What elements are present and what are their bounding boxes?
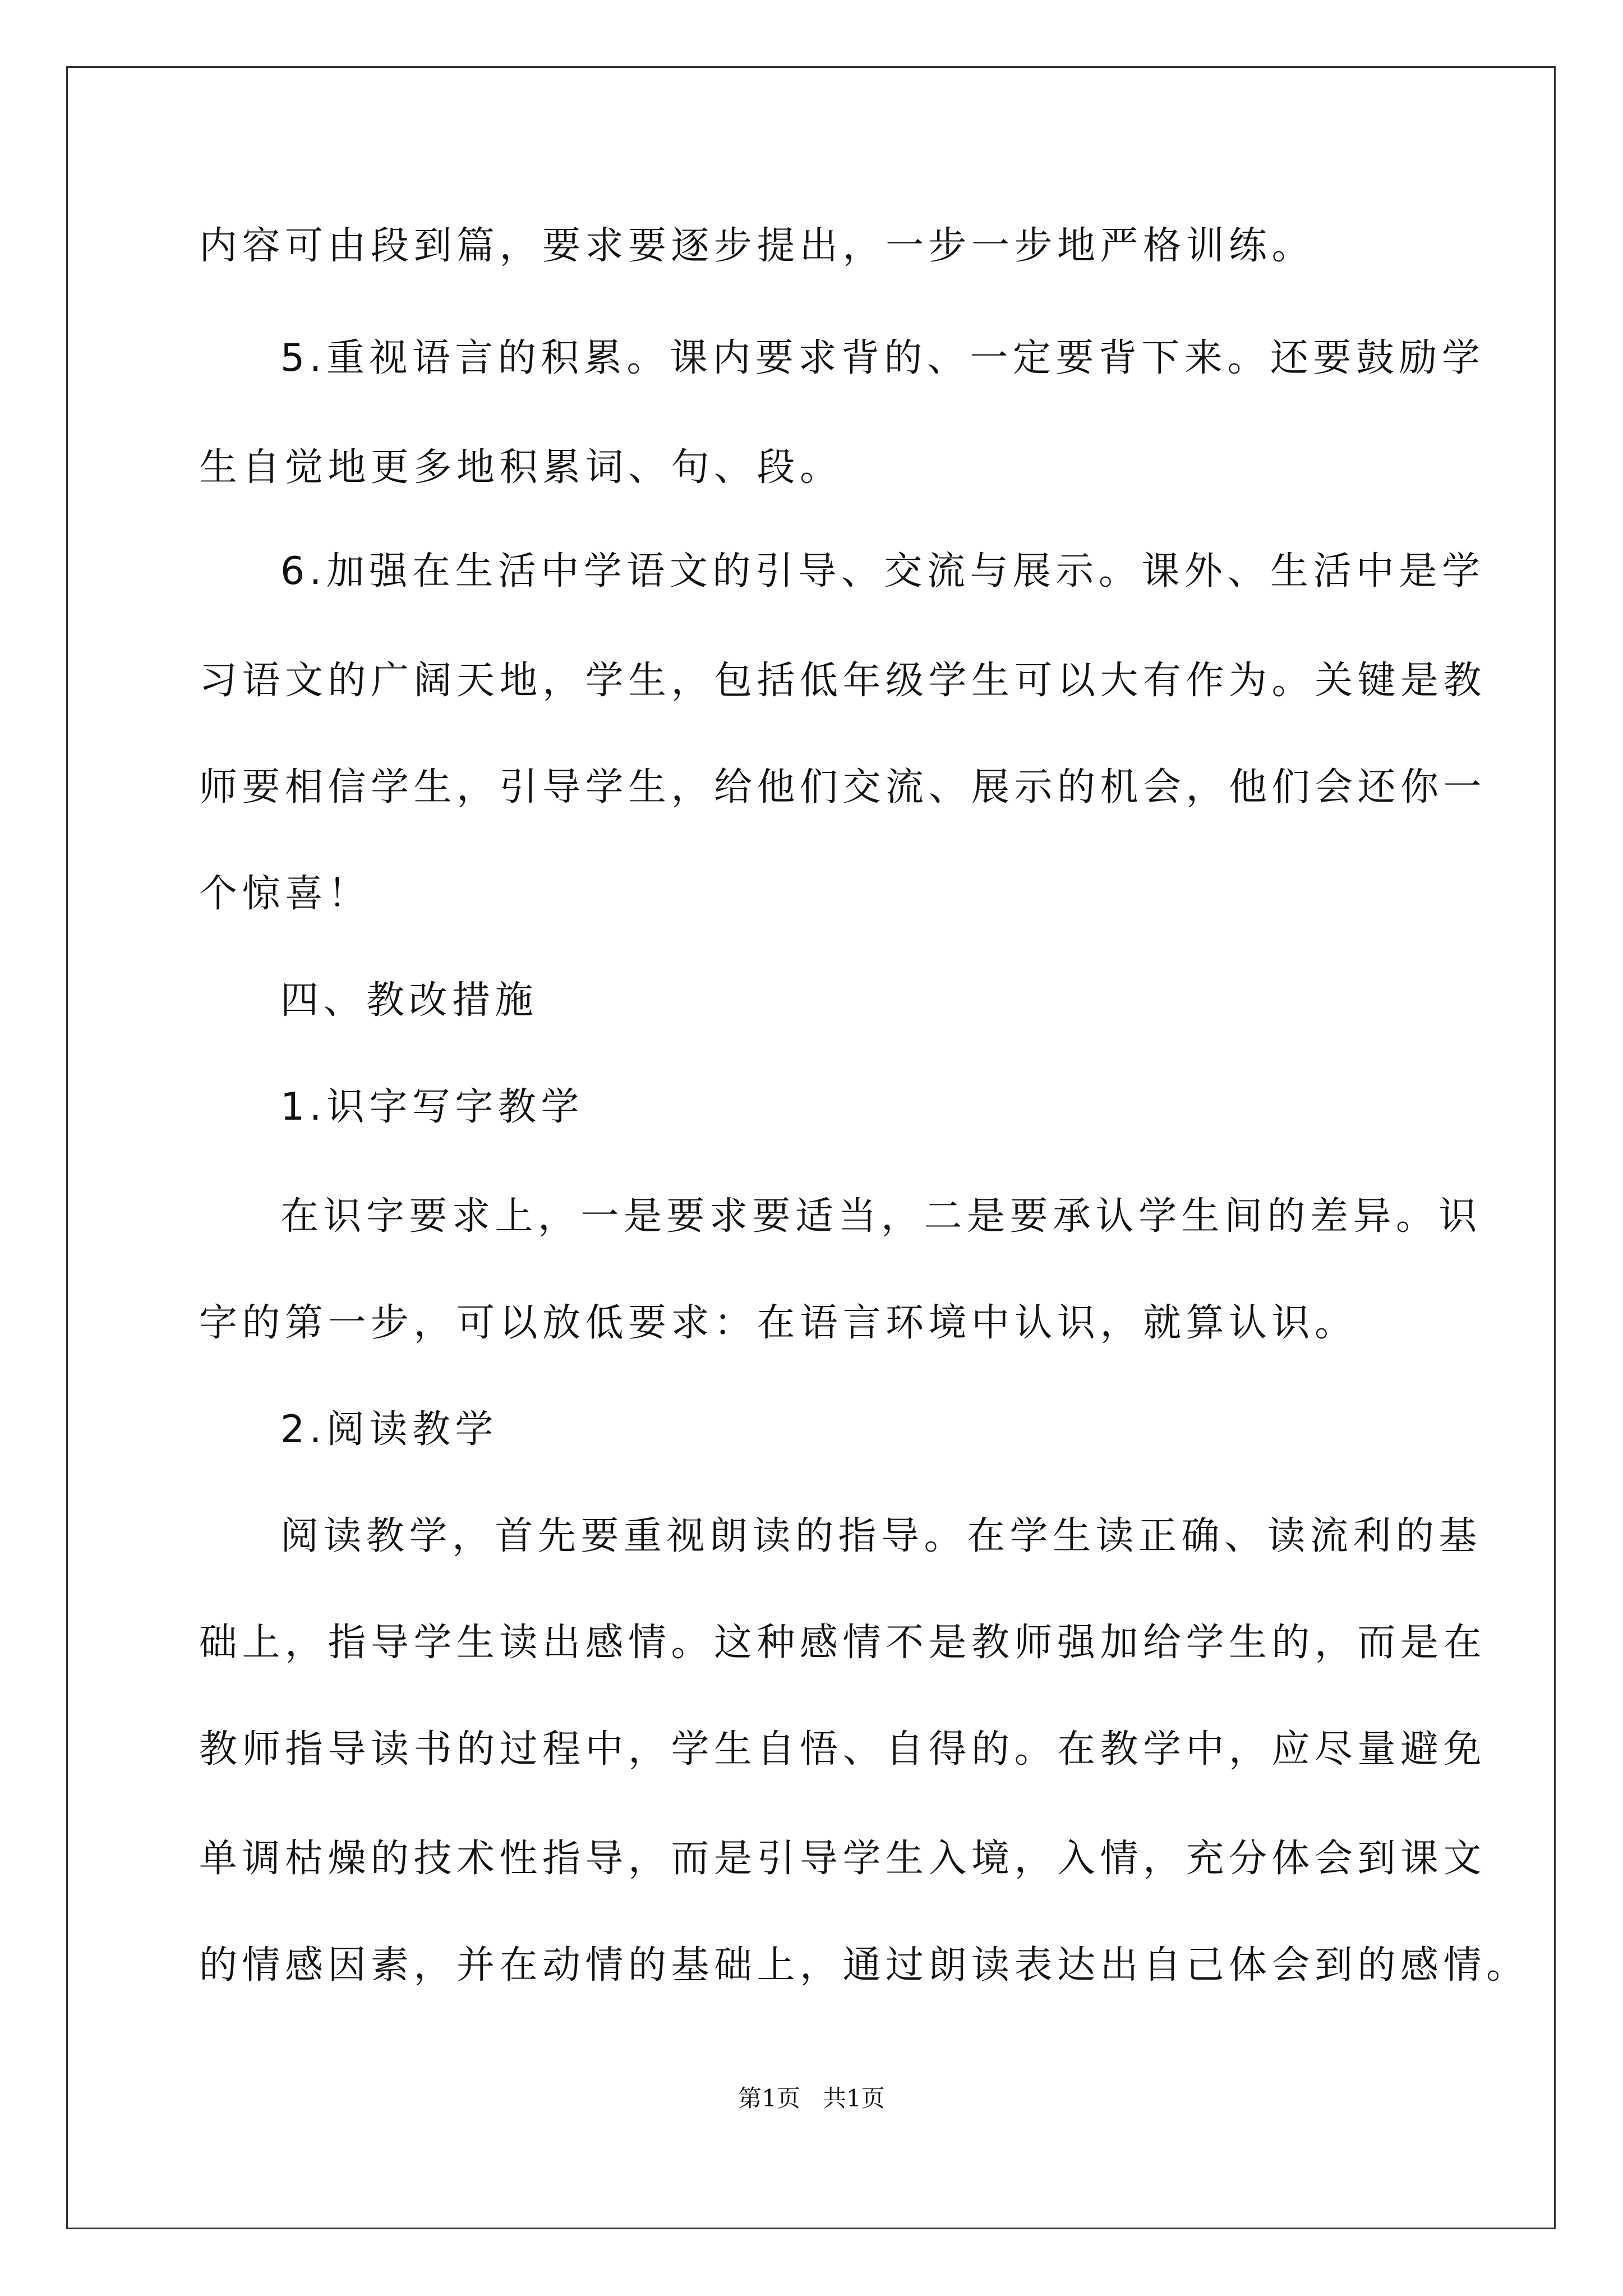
text-line: 内容可由段到篇，要求要逐步提出，一步一步地严格训练。 [199,224,1315,268]
text-line: 师要相信学生，引导学生，给他们交流、展示的机会，他们会还你一 [199,765,1487,809]
text-line: 字的第一步，可以放低要求：在语言环境中认识，就算认识。 [199,1301,1358,1345]
text-line: 单调枯燥的技术性指导，而是引导学生入境，入情，充分体会到课文 [199,1837,1487,1881]
text-line: 5.重视语言的积累。课内要求背的、一定要背下来。还要鼓励学 [280,336,1485,380]
subsection-heading: 2.阅读教学 [280,1407,498,1452]
text-line: 习语文的广阔天地，学生，包括低年级学生可以大有作为。关键是教 [199,659,1487,703]
text-line: 的情感因素，并在动情的基础上，通过朗读表达出自己体会到的感情。 [199,1943,1529,1987]
text-line: 础上，指导学生读出感情。这种感情不是教师强加给学生的，而是在 [199,1621,1487,1665]
text-line: 生自觉地更多地积累词、句、段。 [199,445,843,490]
page-number: 第1页 共1页 [738,2085,885,2112]
text-line: 个惊喜！ [199,872,371,916]
text-line: 阅读教学，首先要重视朗读的指导。在学生读正确、读流利的基 [280,1514,1482,1558]
text-line: 6.加强在生活中学语文的引导、交流与展示。课外、生活中是学 [280,549,1485,593]
text-line: 在识字要求上，一是要求要适当，二是要承认学生间的差异。识 [280,1194,1482,1239]
text-line: 教师指导读书的过程中，学生自悟、自得的。在教学中，应尽量避免 [199,1727,1487,1772]
page-border [66,66,1556,2229]
section-heading: 四、教改措施 [280,978,538,1023]
subsection-heading: 1.识字写字教学 [280,1085,584,1129]
